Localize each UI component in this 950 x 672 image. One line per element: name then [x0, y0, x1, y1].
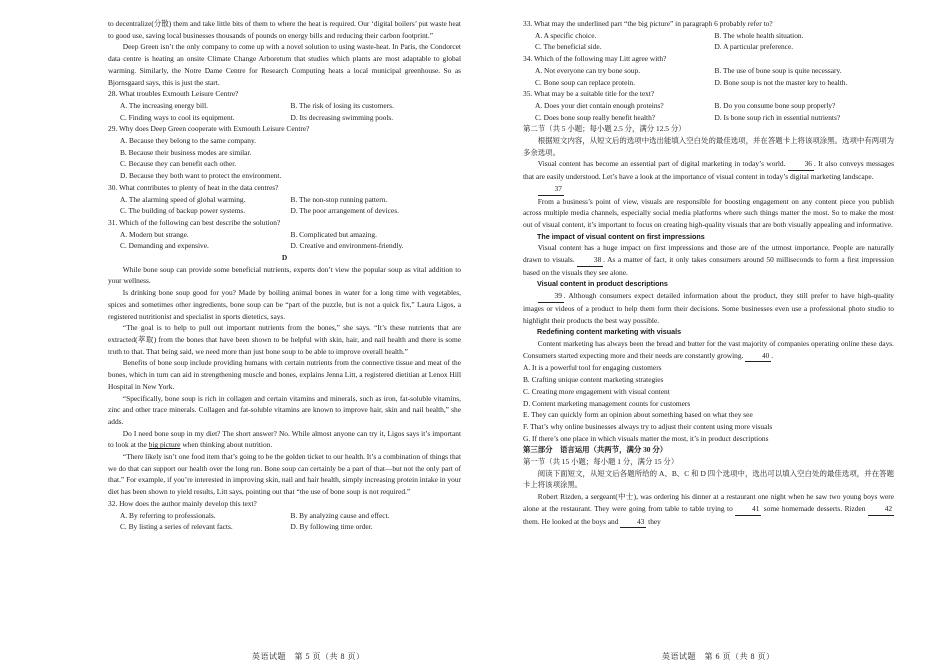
text-run: . It also conveys messages that are easily understood. Let’s have a look at the importance of visual content in today’s digital marketing landscape. — [523, 159, 894, 182]
section-1-instructions: 阅读下面短文，从短文后各题所给的 A、B、C 和 D 四个选项中，选出可以填入空白处的最佳选项，并在答题卡上将该项涂黑。 — [523, 468, 894, 490]
option-list-item[interactable]: G. If there’s one place in which visuals matter the most, it’s in product descriptions — [523, 433, 769, 443]
question-29-stem: 29. Why does Deep Green cooperate with Exmouth Leisure Centre? — [108, 124, 310, 134]
option-list-item[interactable]: A. It is a powerful tool for engaging customers — [523, 363, 662, 373]
question-33-options — [523, 41, 894, 53]
text-run: them. He looked at the boys and — [523, 516, 621, 526]
blank-39[interactable]: 39 — [538, 290, 564, 303]
text-run: some homemade desserts. Rizden — [761, 503, 869, 513]
option-d[interactable]: D. Is bone soup rich in essential nutrients? — [714, 112, 841, 122]
option-a[interactable]: A. The alarming speed of global warming. — [120, 194, 246, 204]
question-31-options — [108, 229, 461, 241]
text-run: they — [646, 516, 661, 526]
part-3-title: 第三部分 语言运用（共两节，满分 30 分） — [523, 445, 668, 455]
option-c[interactable]: C. Bone soup can replace protein. — [535, 77, 635, 87]
option-a[interactable]: A. Modern but strange. — [120, 229, 189, 239]
text-run: Visual content has become an essential part of digital marketing in today’s world. — [537, 159, 788, 169]
option-list-item[interactable]: C. Creating more engagement with visual content — [523, 386, 670, 396]
option-b[interactable]: B. The risk of losing its customers. — [290, 100, 394, 110]
option-c[interactable]: C. Finding ways to cool its equipment. — [120, 112, 235, 122]
passage-paragraph — [523, 290, 894, 326]
option-c[interactable]: C. The building of backup power systems. — [120, 206, 246, 216]
text-run: . — [771, 350, 774, 360]
option-d[interactable]: D. A particular preference. — [714, 42, 794, 52]
section-1-title: 第一节（共 15 小题；每小题 1 分，满分 15 分） — [523, 457, 679, 467]
text-run: Content marketing has always been the bread and butter for the vast majority of companies operating online these days. Consumers started expecting more and their needs are constantly growing. — [523, 338, 894, 360]
text-run: . As a matter of fact, it only takes consumers around 50 milliseconds to form a first impression based on the visuals they see alone. — [523, 255, 894, 277]
question-31-stem: 31. Which of the following can best describe the solution? — [108, 217, 281, 227]
question-33-options — [523, 30, 894, 42]
option-b[interactable]: B. The use of bone soup is quite necessary. — [714, 65, 842, 75]
question-32-stem: 32. How does the author mainly develop this text? — [108, 498, 257, 508]
question-34-options — [523, 65, 894, 77]
text-run: Do I need bone soup in my diet? The short answer? No. While almost anyone can try it, Ligos says it’s important to look at the — [108, 428, 461, 450]
passage-paragraph — [523, 242, 894, 278]
underlined-phrase: big picture — [148, 440, 181, 450]
option-a[interactable]: A. Not everyone can try bone soup. — [535, 65, 641, 75]
passage-d-paragraph: While bone soup can provide some beneficial nutrients, experts don’t view the popular soup as vital addition to your wellness. — [108, 264, 461, 286]
question-30-stem: 30. What contributes to plenty of heat in the data centres? — [108, 182, 279, 192]
option-d[interactable]: D. The poor arrangement of devices. — [290, 206, 399, 216]
passage-paragraph — [523, 158, 894, 182]
question-30-options — [108, 205, 461, 217]
option-d[interactable]: D. By following time order. — [290, 522, 373, 532]
option-c[interactable]: C. Because they can benefit each other. — [120, 159, 237, 169]
option-b[interactable]: B. Because their business modes are similar. — [120, 147, 252, 157]
passage-d-paragraph: “There likely isn’t one food item that’s going to be the golden ticket to our health. It’s a combination of things that we do that can support our health over the long run. Bone soup can certainly be a part of that—but not the only part of that.” For example, if you’re interested in improving skin, nail and hair health, simply increasing protein intake in your diet has been shown to yield results, Litt says, pointing out that “the use of bone soup is not required.” — [108, 452, 461, 497]
passage-c-paragraph: to decentralize(分散) them and take little bits of them to where the heat is required. Our ‘digital boilers’ put waste heat to good use, saving local businesses thousands of pounds on energy bills and reducing their carbon footprint.” — [108, 19, 461, 40]
passage-paragraph — [523, 183, 894, 196]
option-b[interactable]: B. Complicated but amazing. — [290, 229, 377, 239]
page-6 — [475, 0, 950, 672]
subheading: Visual content in product descriptions — [537, 279, 668, 289]
passage-d-paragraph — [108, 428, 461, 451]
blank-36[interactable]: 36 — [788, 158, 814, 171]
question-28-options — [108, 100, 461, 112]
option-c[interactable]: C. The beneficial side. — [535, 42, 602, 52]
passage-paragraph: From a business’s point of view, visuals are responsible for boosting engagement on any content piece you publish across multiple media channels, especially social media platforms where such things matter the most. So to make the most out of visual content, it’s important to focus on creating high-quality visuals that are both visually appealing and informative. — [523, 196, 894, 229]
option-c[interactable]: C. Demanding and expensive. — [120, 241, 209, 251]
question-33-stem: 33. What may the underlined part “the big picture” in paragraph 6 probably refer to? — [523, 19, 773, 28]
passage-c-paragraph: Deep Green isn’t the only company to come up with a novel solution to using waste-heat. In Paris, the Condorcet data centre is heating an onsite Climate Change Arboretum that studies which plants are most adaptable to global warming. Similarly, the Notre Dame Centre for Research Computing heats a local municipal greenhouse. So as Bjornsgaard says, this is just the start. — [108, 42, 461, 87]
option-c[interactable]: C. By listing a series of relevant facts. — [120, 522, 233, 532]
option-d[interactable]: D. Bone soup is not the master key to health. — [714, 77, 848, 87]
question-32-options — [108, 521, 461, 533]
option-list-item[interactable]: F. That’s why online businesses always try to adjust their content using more visuals — [523, 421, 773, 431]
page-footer: 英语试题 第 5 页（共 8 页） — [252, 652, 365, 661]
question-28-stem: 28. What troubles Exmouth Leisure Centre? — [108, 89, 239, 99]
question-30-options — [108, 194, 461, 206]
option-b[interactable]: B. The non-stop running pattern. — [290, 194, 388, 204]
page-footer: 英语试题 第 6 页（共 8 页） — [662, 652, 775, 661]
blank-38[interactable]: 38 — [577, 254, 603, 267]
question-28-options — [108, 112, 461, 124]
question-34-stem: 34. Which of the following may Litt agree with? — [523, 54, 667, 64]
cloze-paragraph — [523, 491, 894, 528]
question-35-options — [523, 100, 894, 112]
option-d[interactable]: D. Because they both want to protect the environment. — [120, 171, 282, 181]
section-d-heading: D — [281, 253, 288, 263]
option-a[interactable]: A. By referring to professionals. — [120, 510, 216, 520]
question-35-stem: 35. What may be a suitable title for the text? — [523, 89, 655, 99]
text-run: Robert Rizden, a sergeant(中士), was ordering his dinner at a restaurant one night when he saw two young boys were alone at the restaurant. They were going from table to table trying to — [523, 492, 894, 513]
option-a[interactable]: A. A specific choice. — [535, 30, 597, 40]
blank-43[interactable]: 43 — [620, 516, 646, 529]
blank-40[interactable]: 40 — [745, 350, 771, 363]
blank-41[interactable]: 41 — [735, 503, 761, 516]
passage-paragraph — [523, 338, 894, 362]
passage-d-paragraph: “The goal is to help to pull out important nutrients from the bones,” she says. “It’s these nutrients that are extracted(萃取) from the bones that have been shown to be helpful with skin, hair, and nail health and there is some truth to that. That being said, we need more than just bone soup to be able to improve overall health.” — [108, 323, 461, 356]
option-d[interactable]: D. Creative and environment-friendly. — [290, 241, 404, 251]
text-run: Visual content has a huge impact on first impressions and those are of the utmost importance. People are naturally drawn to visuals. — [523, 243, 894, 265]
option-list-item[interactable]: B. Crafting unique content marketing strategies — [523, 375, 664, 385]
question-34-options — [523, 77, 894, 89]
option-a[interactable]: A. The increasing energy bill. — [120, 100, 208, 110]
subheading: Redefining content marketing with visuals — [537, 327, 682, 337]
option-b[interactable]: B. The whole health situation. — [714, 30, 804, 40]
question-31-options — [108, 240, 461, 252]
subheading: The impact of visual content on first impressions — [537, 231, 705, 241]
option-b[interactable]: B. Do you consume bone soup properly? — [714, 100, 836, 110]
option-a[interactable]: A. Because they belong to the same company. — [120, 136, 257, 146]
option-b[interactable]: B. By analyzing cause and effect. — [290, 510, 390, 520]
text-run: when thinking about nutrition. — [180, 440, 273, 450]
passage-d-paragraph: “Specifically, bone soup is rich in collagen and certain vitamins and minerals, such as iron, fat-soluble vitamins, zinc and other trace minerals. Collagen and fat-soluble vitamins are known to improve hair, skin and nail health,” she adds. — [108, 393, 461, 426]
option-list-item[interactable]: E. They can quickly form an opinion about something based on what they see — [523, 410, 753, 420]
option-c[interactable]: C. Does bone soup really benefit health? — [535, 112, 656, 122]
blank-37[interactable]: 37 — [538, 183, 564, 196]
question-32-options — [108, 510, 461, 522]
section-2-title: 第二节（共 5 小题；每小题 2.5 分，满分 12.5 分） — [523, 124, 686, 134]
option-d[interactable]: D. Its decreasing swimming pools. — [290, 112, 394, 122]
option-list-item[interactable]: D. Content marketing management counts for customers — [523, 398, 691, 408]
option-a[interactable]: A. Does your diet contain enough proteins? — [535, 100, 664, 110]
blank-42[interactable]: 42 — [868, 503, 894, 516]
text-run: . Although consumers expect detailed information about the product, they still prefer to have high-quality images or videos of a product to help them form their decisions. Some businesses even use a professional photo studio to highlight their products the best way possible. — [523, 291, 894, 325]
section-2-instructions: 根据短文内容，从短文后的选项中选出能填入空白处的最佳选项，并在答题卡上将该项涂黑。选项中有两项为多余选项。 — [523, 136, 894, 157]
passage-d-paragraph: Is drinking bone soup good for you? Made by boiling animal bones in water for a long time with vegetables, spices and sometimes other ingredients, bone soup can be “part of the puzzle, but is not a quick fix,” Laura Ligos, a registered nutritionist and specialist in sports dietetics, says. — [108, 288, 461, 321]
passage-d-paragraph: Benefits of bone soup include providing humans with certain nutrients from the connective tissue and meat of the bones, which in turn can aid in strengthening muscle and bones, explains Jenna Litt, a registered dietitian at Lenox Hill Hospital in New York. — [108, 358, 461, 391]
question-35-options — [523, 112, 894, 124]
